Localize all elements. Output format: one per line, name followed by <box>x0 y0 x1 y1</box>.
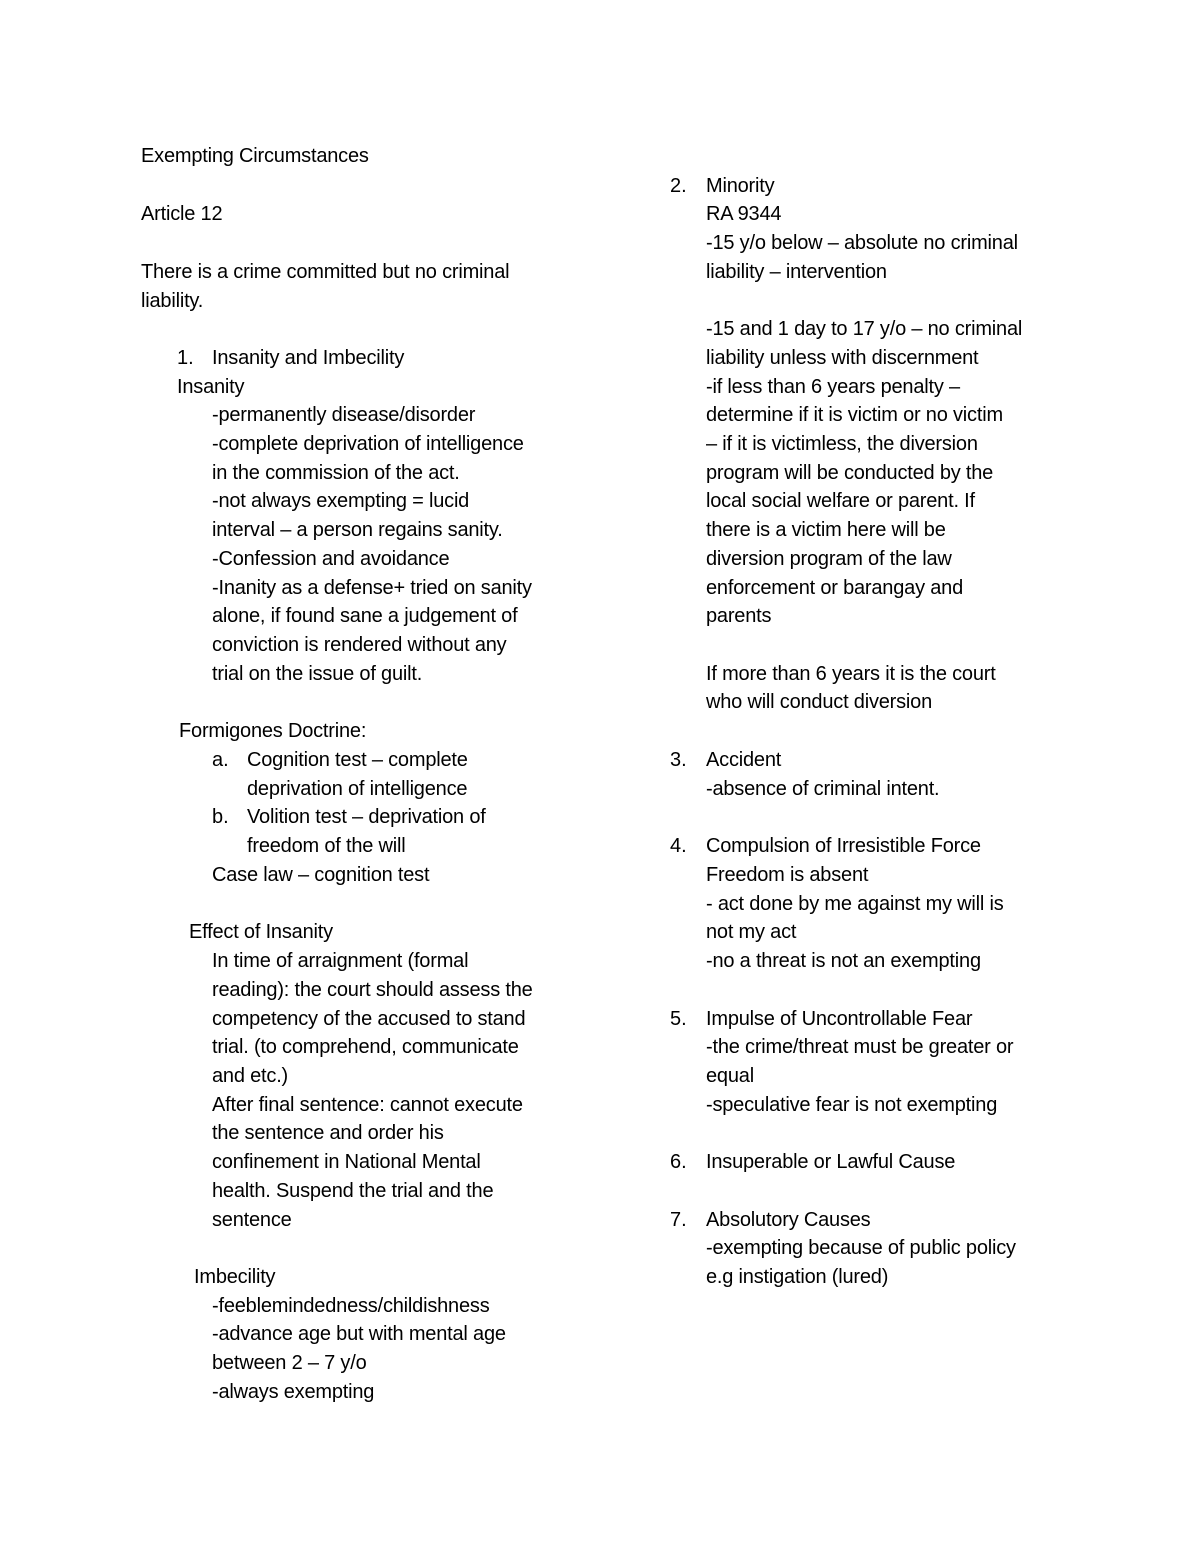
compulsion-line: - act done by me against my will is <box>706 893 1004 915</box>
insanity-line: -complete deprivation of intelligence <box>212 433 524 455</box>
formigones-line: Volition test – deprivation of <box>247 806 486 828</box>
insanity-line: -not always exempting = lucid <box>212 490 470 512</box>
minority-line: – if it is victimless, the diversion <box>706 433 978 455</box>
fear-line: equal <box>706 1065 754 1087</box>
effect-line: sentence <box>212 1209 292 1231</box>
insanity-line: -Confession and avoidance <box>212 548 450 570</box>
minority-line: local social welfare or parent. If <box>706 490 975 512</box>
accident-line: -absence of criminal intent. <box>706 778 940 800</box>
minority-line: enforcement or barangay and <box>706 577 963 599</box>
effect-line: the sentence and order his <box>212 1122 444 1144</box>
item-heading: Accident <box>706 749 782 771</box>
minority-line: determine if it is victim or no victim <box>706 404 1003 426</box>
list-number: 3. <box>670 749 687 771</box>
imbecility-line: -always exempting <box>212 1381 375 1403</box>
minority-line: there is a victim here will be <box>706 519 946 541</box>
item-heading: Insanity and Imbecility <box>212 347 405 369</box>
case-law-line: Case law – cognition test <box>212 864 430 886</box>
list-number: 5. <box>670 1008 687 1030</box>
list-marker-b: b. <box>212 806 229 828</box>
imbecility-line: between 2 – 7 y/o <box>212 1352 367 1374</box>
compulsion-line: Freedom is absent <box>706 864 869 886</box>
formigones-line: freedom of the will <box>247 835 406 857</box>
minority-line: RA 9344 <box>706 203 782 225</box>
minority-line: diversion program of the law <box>706 548 952 570</box>
insanity-line: interval – a person regains sanity. <box>212 519 503 541</box>
effect-line: reading): the court should assess the <box>212 979 533 1001</box>
minority-line: parents <box>706 605 772 627</box>
insanity-line: alone, if found sane a judgement of <box>212 605 518 627</box>
minority-line: -15 y/o below – absolute no criminal <box>706 232 1018 254</box>
insanity-line: trial on the issue of guilt. <box>212 663 423 685</box>
minority-line: -15 and 1 day to 17 y/o – no criminal <box>706 318 1023 340</box>
minority-line: If more than 6 years it is the court <box>706 663 996 685</box>
compulsion-line: -no a threat is not an exempting <box>706 950 981 972</box>
list-marker-a: a. <box>212 749 229 771</box>
effect-line: health. Suspend the trial and the <box>212 1180 494 1202</box>
minority-line: program will be conducted by the <box>706 462 994 484</box>
minority-line: liability unless with discernment <box>706 347 979 369</box>
item-heading: Compulsion of Irresistible Force <box>706 835 981 857</box>
effect-heading: Effect of Insanity <box>189 921 333 943</box>
absolutory-line: e.g instigation (lured) <box>706 1266 889 1288</box>
effect-line: and etc.) <box>212 1065 289 1087</box>
item-heading: Absolutory Causes <box>706 1209 871 1231</box>
insanity-line: in the commission of the act. <box>212 462 460 484</box>
formigones-line: Cognition test – complete <box>247 749 468 771</box>
effect-line: After final sentence: cannot execute <box>212 1094 523 1116</box>
compulsion-line: not my act <box>706 921 797 943</box>
intro-line: There is a crime committed but no criminal <box>141 261 510 283</box>
fear-line: -the crime/threat must be greater or <box>706 1036 1014 1058</box>
list-number: 4. <box>670 835 687 857</box>
insanity-line: conviction is rendered without any <box>212 634 507 656</box>
item-heading: Impulse of Uncontrollable Fear <box>706 1008 973 1030</box>
insanity-line: -Inanity as a defense+ tried on sanity <box>212 577 532 599</box>
minority-line: liability – intervention <box>706 261 887 283</box>
list-number: 6. <box>670 1151 687 1173</box>
list-number: 1. <box>177 347 194 369</box>
list-number: 7. <box>670 1209 687 1231</box>
imbecility-line: -advance age but with mental age <box>212 1323 506 1345</box>
insanity-line: -permanently disease/disorder <box>212 404 476 426</box>
formigones-line: deprivation of intelligence <box>247 778 468 800</box>
item-heading: Insuperable or Lawful Cause <box>706 1151 956 1173</box>
effect-line: trial. (to comprehend, communicate <box>212 1036 519 1058</box>
subheading-insanity: Insanity <box>177 376 245 398</box>
formigones-heading: Formigones Doctrine: <box>179 720 367 742</box>
minority-line: who will conduct diversion <box>706 691 933 713</box>
article-heading: Article 12 <box>141 203 223 225</box>
list-number: 2. <box>670 175 687 197</box>
imbecility-heading: Imbecility <box>194 1266 276 1288</box>
fear-line: -speculative fear is not exempting <box>706 1094 998 1116</box>
document-title: Exempting Circumstances <box>141 145 369 167</box>
effect-line: confinement in National Mental <box>212 1151 481 1173</box>
effect-line: In time of arraignment (formal <box>212 950 469 972</box>
item-heading: Minority <box>706 175 775 197</box>
imbecility-line: -feeblemindedness/childishness <box>212 1295 490 1317</box>
absolutory-line: -exempting because of public policy <box>706 1237 1016 1259</box>
intro-line: liability. <box>141 290 204 312</box>
effect-line: competency of the accused to stand <box>212 1008 526 1030</box>
minority-line: -if less than 6 years penalty – <box>706 376 960 398</box>
